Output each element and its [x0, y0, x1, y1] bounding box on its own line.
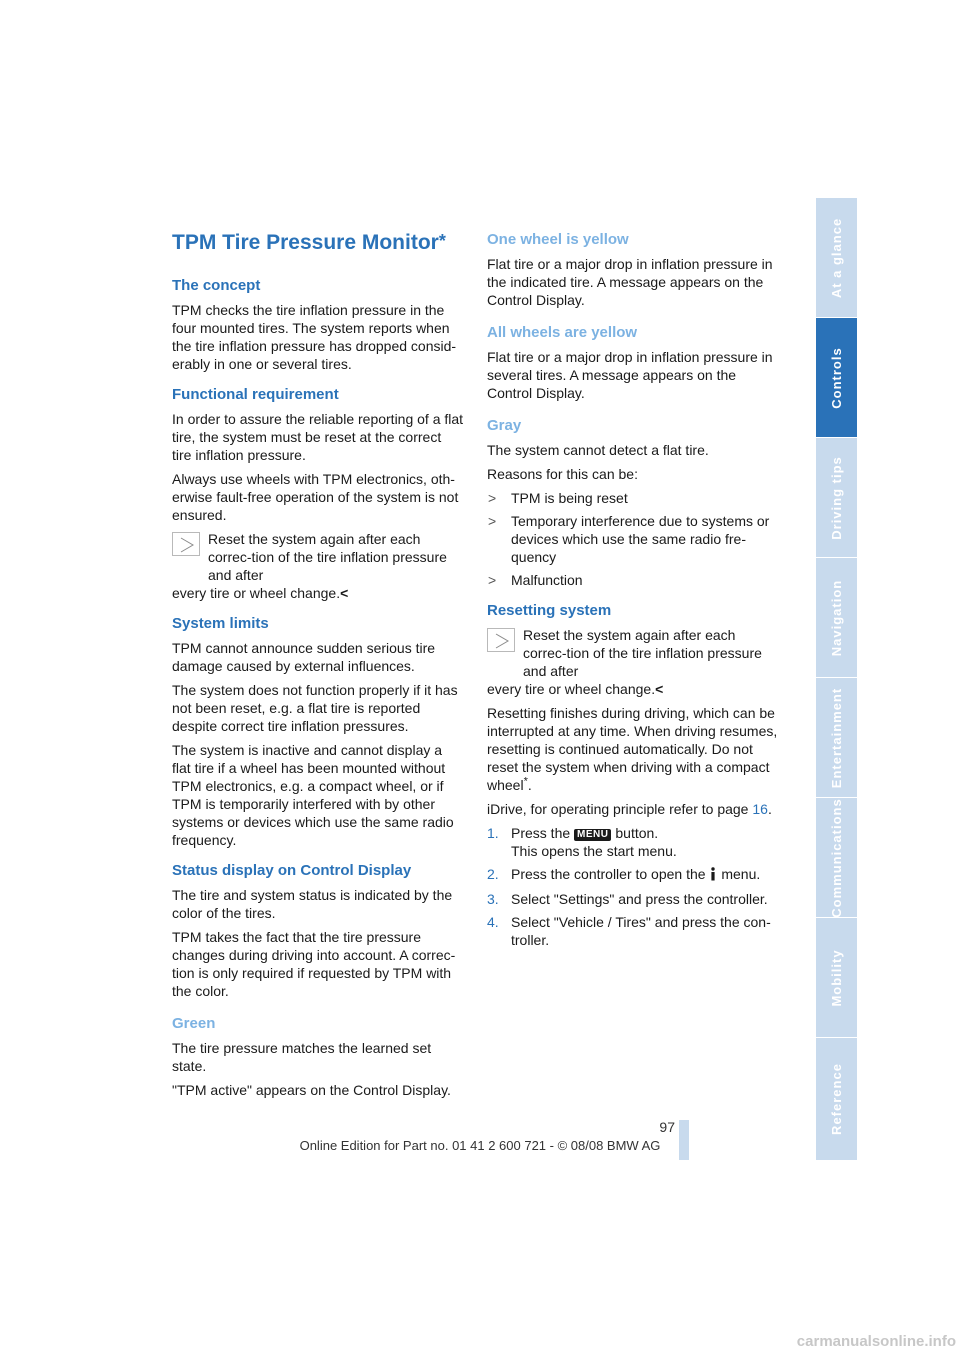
gray-reasons-list [487, 489, 779, 589]
watermark: carmanualsonline.info [796, 1333, 956, 1350]
gray-text-1: The system cannot detect a flat tire. [487, 442, 709, 458]
step-item [487, 865, 779, 885]
step-number: 2. [487, 866, 499, 882]
tab-label: Mobility [828, 948, 844, 1007]
status-heading: Status display on Control Display [172, 862, 412, 879]
reset-heading: Resetting system [487, 602, 612, 619]
functional-text-2: Always use wheels with TPM electronics, oth-erwise fault-free operation of the system is not ensured. [172, 471, 459, 523]
limits-text-3: The system is inactive and cannot display a flat tire if a wheel has been mounted without TPM electronics, e.g. a compact wheel, or if TPM is temporarily interfered with by other systems or devices which use the same radio frequency. [172, 742, 454, 848]
step-number: 4. [487, 914, 499, 930]
concept-text: TPM checks the tire inflation pressure in the four mounted tires. The system reports when the tire inflation pressure has dropped consid-erably in one or several tires. [172, 302, 457, 372]
list-item [487, 571, 779, 589]
step-text: button. [615, 825, 659, 841]
step-text: Select "Vehicle / Tires" and press the con-troller. [511, 914, 771, 948]
all-wheels-heading: All wheels are yellow [487, 324, 638, 341]
steps-list [487, 824, 779, 949]
tab-label: Driving tips [828, 455, 844, 540]
gray-text-2: Reasons for this can be: [487, 466, 638, 482]
step-number: 3. [487, 891, 499, 907]
step-number: 1. [487, 825, 499, 841]
note-reset [172, 530, 464, 602]
concept-heading: The concept [172, 277, 261, 294]
tab-at-a-glance[interactable] [816, 198, 857, 318]
note-triangle-icon [487, 628, 515, 652]
left-column [172, 228, 464, 1105]
note-tail [172, 584, 464, 602]
step-item [487, 824, 779, 860]
list-item [487, 512, 779, 566]
functional-text-1: In order to assure the reliable reporting of a flat tire, the system must be reset at the correct tire inflation pressure. [172, 411, 464, 463]
note-tail-text: every tire or wheel change. [172, 585, 341, 601]
optional-equipment-star: * [523, 775, 528, 788]
tab-label: Controls [828, 346, 844, 409]
tab-controls[interactable] [816, 318, 857, 438]
list-item-text: Malfunction [511, 572, 583, 588]
note-triangle-icon [172, 532, 200, 556]
bullet-mark: > [488, 513, 497, 529]
limits-text-2: The system does not function properly if it has not been reset, e.g. a flat tire is reported despite correct tire inflation pressures. [172, 682, 458, 734]
step-text: Press the [511, 825, 571, 841]
gray-heading: Gray [487, 417, 522, 434]
tab-mobility[interactable] [816, 918, 857, 1038]
end-mark: < [340, 585, 349, 601]
idrive-text-end: . [767, 801, 772, 817]
one-wheel-heading: One wheel is yellow [487, 231, 629, 248]
step-text: menu. [721, 866, 761, 882]
list-item-text: TPM is being reset [511, 490, 628, 506]
menu-button-icon: MENU [574, 829, 611, 841]
one-wheel-text: Flat tire or a major drop in inflation pressure in the indicated tire. A message appears on the Control Display. [487, 256, 773, 308]
info-icon [709, 867, 717, 885]
reset-text-main: Resetting finishes during driving, which can be interrupted at any time. When driving resumes, resetting is continued automatically. Do not reset the system when driving with a compact wheel [487, 705, 778, 793]
step-item [487, 890, 779, 908]
green-heading: Green [172, 1015, 216, 1032]
right-column [487, 230, 779, 955]
step-item [487, 913, 779, 949]
green-text-1: The tire pressure matches the learned set state. [172, 1040, 432, 1074]
tab-entertainment[interactable] [816, 678, 857, 798]
reset-text-end: . [527, 777, 532, 793]
tab-label: Reference [828, 1063, 844, 1135]
optional-equipment-star: * [438, 231, 446, 251]
idrive-text-main: iDrive, for operating principle refer to page [487, 801, 749, 817]
tab-label: Navigation [828, 579, 844, 656]
status-text-2: TPM takes the fact that the tire pressure changes during driving into account. A correc-tion is only required if requested by TPM with the color. [172, 929, 456, 999]
page-number: 97 [659, 1119, 675, 1135]
tab-communications[interactable] [816, 798, 857, 918]
step-text: Select "Settings" and press the controller. [511, 891, 768, 907]
note-text: Reset the system again after each correc-tion of the tire inflation pressure and after [208, 531, 447, 583]
status-text-1: The tire and system status is indicated by the color of the tires. [172, 887, 453, 921]
list-item [487, 489, 779, 507]
footer-edition: Online Edition for Part no. 01 41 2 600 721 - © 08/08 BMW AG [299, 1138, 661, 1153]
reset-text [487, 704, 779, 794]
note-tail-text: every tire or wheel change. [487, 681, 656, 697]
tab-navigation[interactable] [816, 558, 857, 678]
list-item-text: Temporary interference due to systems or devices which use the same radio fre-quency [511, 513, 770, 565]
note-reset [487, 626, 779, 698]
page-title: TPM Tire Pressure Monitor* [172, 231, 446, 254]
note-tail [487, 680, 779, 698]
page-reference-link[interactable]: 16 [752, 801, 768, 817]
idrive-text [487, 800, 779, 818]
step-text: This opens the start menu. [511, 843, 677, 859]
green-text-2: "TPM active" appears on the Control Display. [172, 1082, 451, 1098]
note-text: Reset the system again after each correc-tion of the tire inflation pressure and after [523, 627, 762, 679]
limits-text-1: TPM cannot announce sudden serious tire damage caused by external influences. [172, 640, 436, 674]
chapter-tabs [816, 198, 857, 1160]
tab-label: Communications [828, 797, 844, 918]
tab-label: At a glance [828, 217, 844, 298]
limits-heading: System limits [172, 615, 269, 632]
bullet-mark: > [488, 490, 497, 506]
bullet-mark: > [488, 572, 497, 588]
functional-heading: Functional requirement [172, 386, 339, 403]
all-wheels-text: Flat tire or a major drop in inflation pressure in several tires. A message appears on the Control Display. [487, 349, 773, 401]
tab-driving-tips[interactable] [816, 438, 857, 558]
step-text: Press the controller to open the [511, 866, 706, 882]
tab-label: Entertainment [828, 687, 844, 788]
end-mark: < [655, 681, 664, 697]
